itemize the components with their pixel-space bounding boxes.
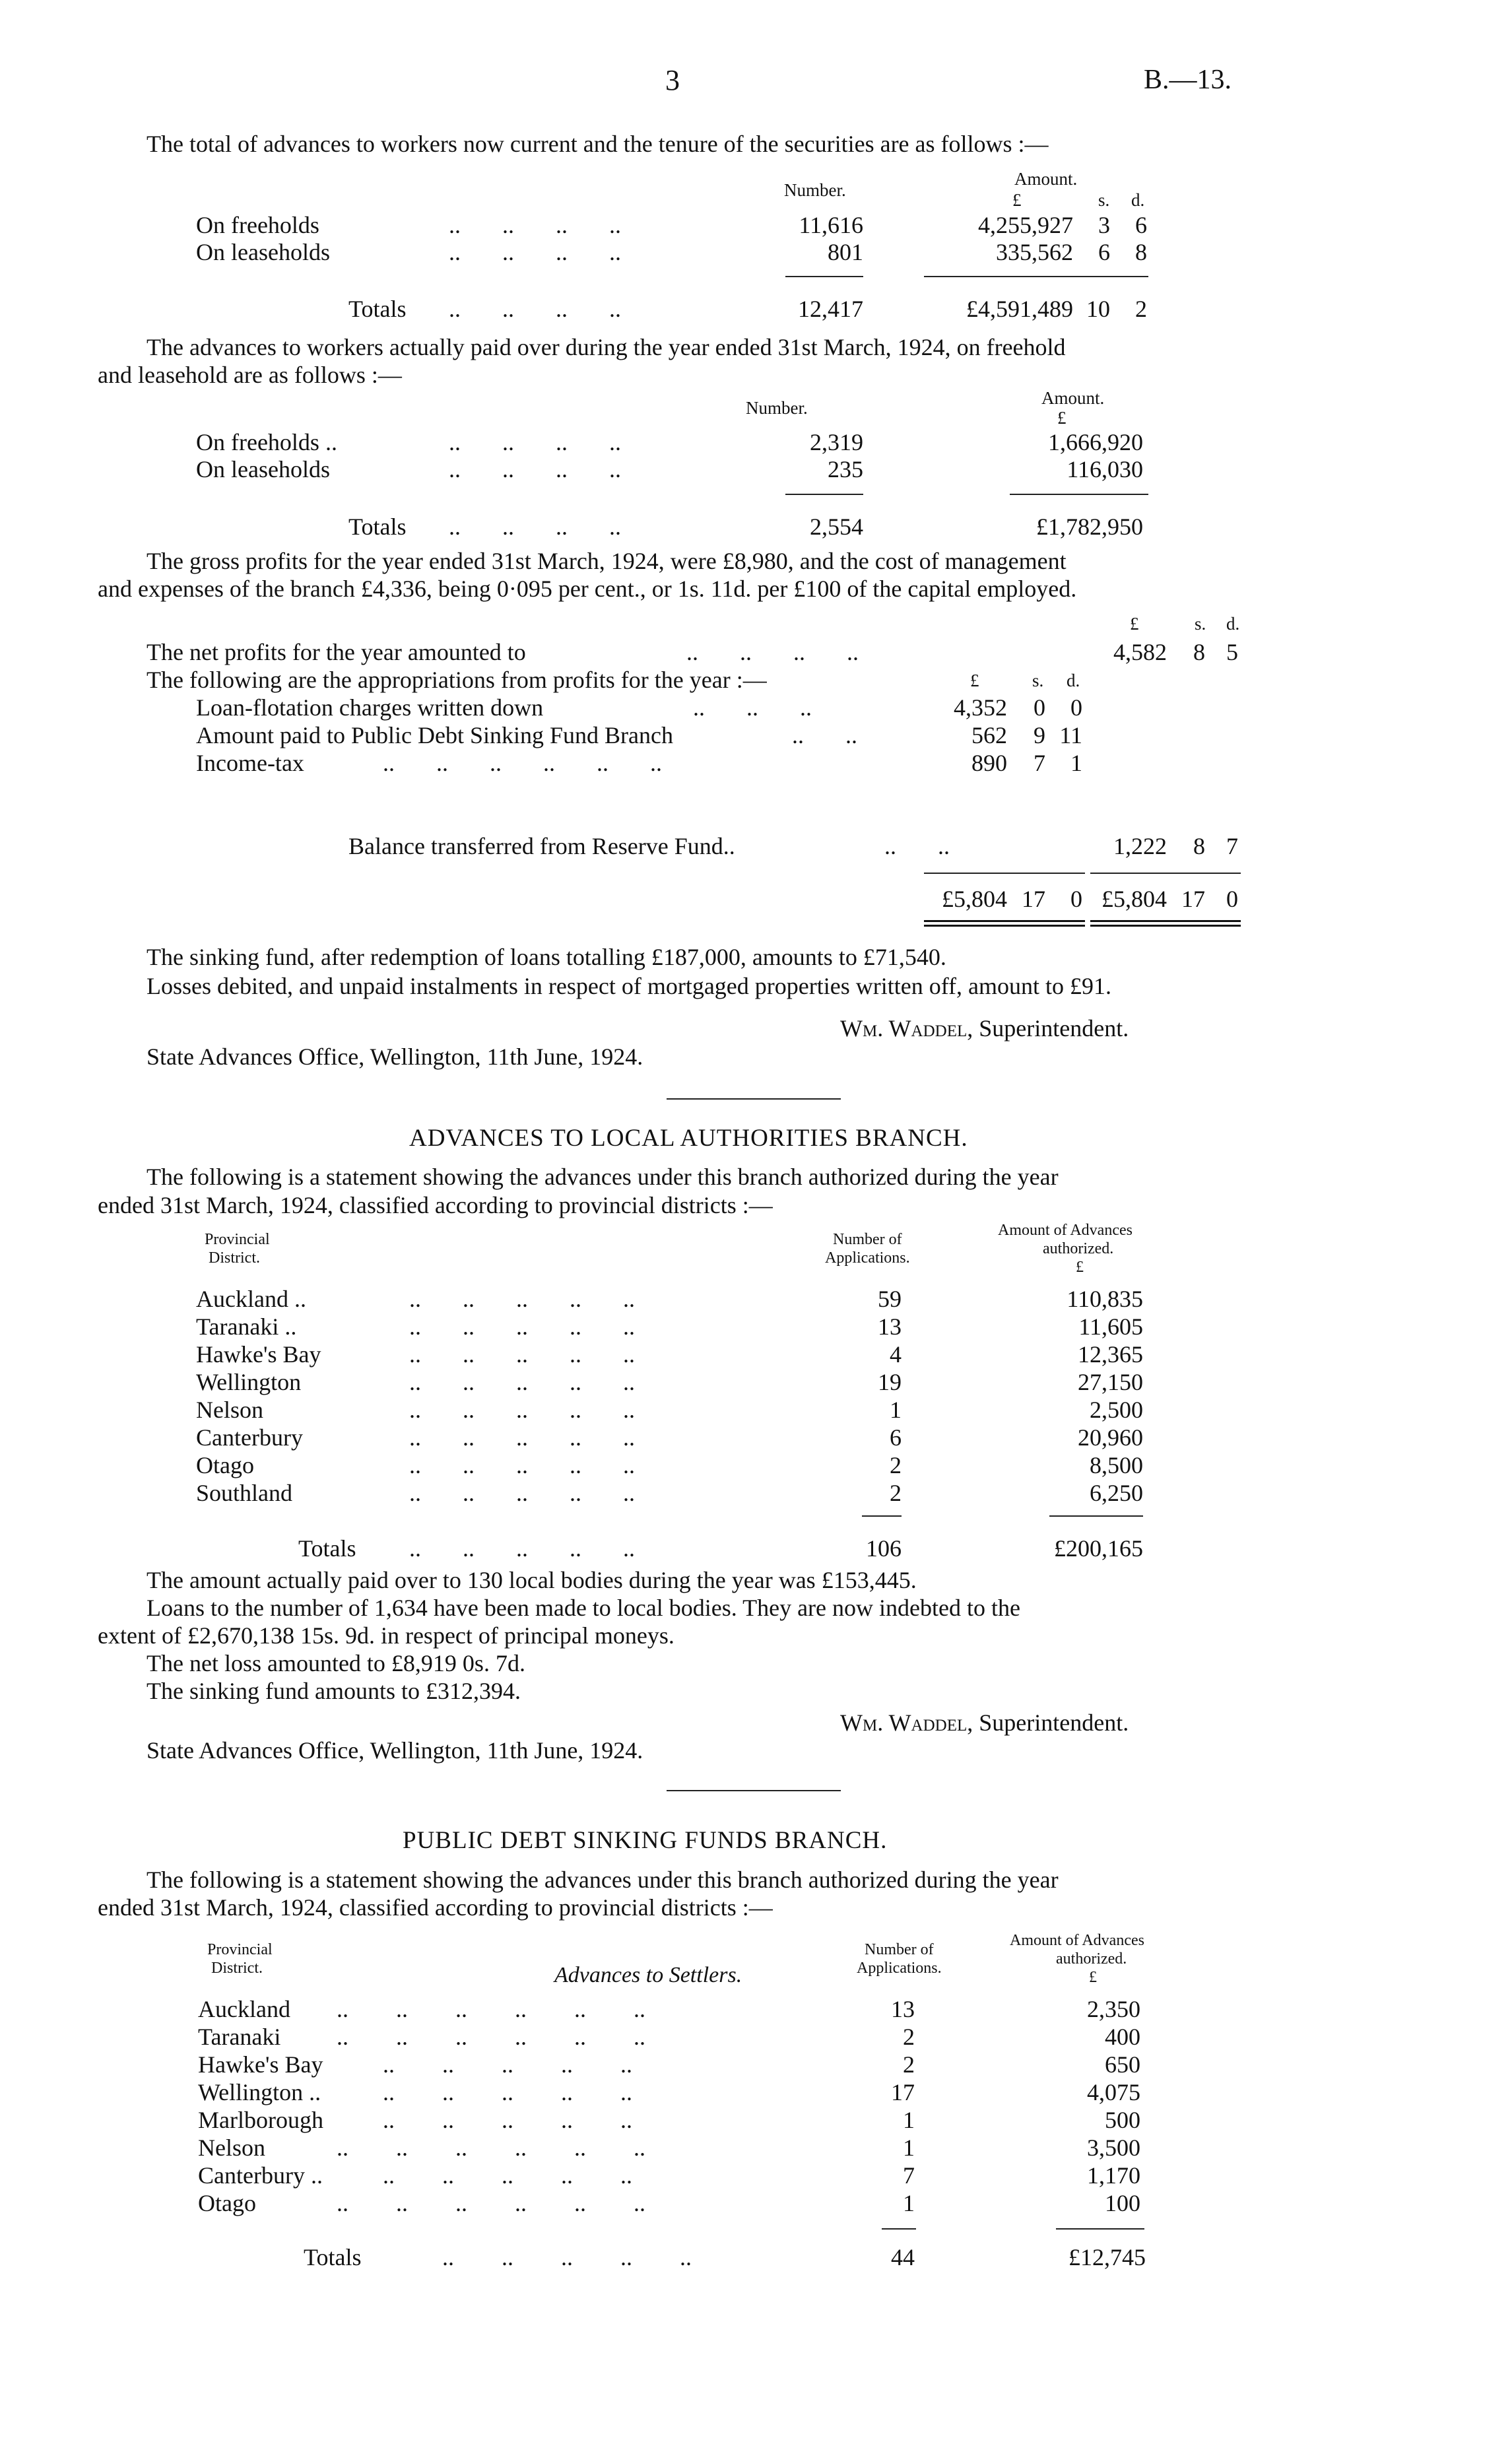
approp-item-label: Income-tax — [196, 750, 304, 776]
approp-item-pounds: 4,352 — [954, 694, 1007, 721]
sec3-col-shillings: s. — [1195, 614, 1206, 634]
leader-dots: .. .. .. .. — [449, 513, 621, 540]
divider — [1010, 494, 1148, 495]
amount-authorized: 12,365 — [1078, 1341, 1143, 1368]
approp-col-pound: £ — [970, 671, 979, 690]
net-profit-pence: 5 — [1226, 639, 1238, 665]
page-number: 3 — [665, 64, 680, 96]
approp-item-pounds: 562 — [971, 722, 1007, 748]
amount-authorized: 1,170 — [1087, 2162, 1140, 2189]
leader-dots: .. .. .. .. .. — [383, 2107, 632, 2133]
amount-authorized: 3,500 — [1087, 2134, 1140, 2161]
approp-item-pence: 0 — [1070, 694, 1082, 721]
applications-count: 2 — [890, 1480, 902, 1506]
district-name: Canterbury — [196, 1424, 303, 1451]
leader-dots: .. .. .. .. .. — [383, 2079, 632, 2105]
leader-dots: .. .. .. .. — [449, 429, 621, 455]
applications-count: 1 — [903, 2134, 915, 2161]
balance-pence: 7 — [1226, 833, 1238, 859]
approp-item-label: Loan-flotation charges written down — [196, 694, 544, 721]
leader-dots: .. .. .. .. — [449, 212, 621, 238]
district-name: Taranaki — [198, 2024, 281, 2050]
amount-authorized: 400 — [1105, 2024, 1140, 2050]
office-line: State Advances Office, Wellington, 11th June, 1924. — [147, 1737, 643, 1764]
divider — [1049, 1515, 1143, 1517]
signature — [840, 1711, 1129, 1735]
col-applications: Applications. — [825, 1249, 910, 1267]
row-pence: 6 — [1135, 212, 1147, 238]
row-amount: 116,030 — [1067, 456, 1143, 482]
sec5-intro-line2: ended 31st March, 1924, classified according to provincial districts :— — [98, 1894, 773, 1921]
leader-dots: .. .. .. .. .. — [442, 2244, 692, 2270]
row-number: 235 — [828, 456, 863, 482]
leader-dots: .. .. .. .. .. — [409, 1369, 635, 1395]
total-right-shillings: 17 — [1181, 886, 1205, 912]
applications-count: 59 — [878, 1286, 902, 1312]
amount-authorized: 6,250 — [1090, 1480, 1143, 1506]
row-shillings: 6 — [1098, 239, 1110, 265]
leader-dots: .. .. .. .. .. .. — [337, 2024, 645, 2050]
row-pounds: 4,255,927 — [978, 212, 1073, 238]
amount-authorized: 20,960 — [1078, 1424, 1143, 1451]
total-left-shillings: 17 — [1022, 886, 1045, 912]
applications-count: 13 — [891, 1996, 915, 2022]
totals-number: 12,417 — [798, 296, 863, 322]
total-left-pence: 0 — [1070, 886, 1082, 912]
signature-name: Wm. Waddel — [840, 1015, 968, 1042]
sec4-intro-line1: The following is a statement showing the advances under this branch authorized during the year — [147, 1164, 1059, 1190]
signature — [840, 1016, 1129, 1040]
sec2-col-number: Number. — [746, 398, 808, 418]
net-profit-pounds: 4,582 — [1113, 639, 1167, 665]
col-amount: £ — [1089, 1969, 1097, 1986]
applications-count: 7 — [903, 2162, 915, 2189]
sec2-col-pound: £ — [1057, 408, 1067, 428]
divider — [882, 2228, 916, 2230]
col-district: Provincial — [207, 1941, 273, 1958]
double-rule — [924, 920, 1085, 922]
amount-authorized: 8,500 — [1090, 1452, 1143, 1478]
district-name: Hawke's Bay — [196, 1341, 321, 1368]
col-applications: Number of — [833, 1231, 902, 1248]
approp-col-shillings: s. — [1032, 671, 1044, 690]
amount-authorized: 650 — [1105, 2051, 1140, 2078]
applications-count: 1 — [903, 2190, 915, 2216]
sec4-para2-line2: extent of £2,670,138 15s. 9d. in respect of principal moneys. — [98, 1622, 674, 1649]
leader-dots: .. .. .. .. — [449, 296, 621, 322]
totals-label: Totals — [348, 296, 407, 322]
sec1-intro: The total of advances to workers now current and the tenure of the securities are as follows :— — [147, 131, 1049, 157]
applications-count: 13 — [878, 1313, 902, 1340]
approp-item-pence: 11 — [1059, 722, 1082, 748]
totals-applications: 44 — [891, 2244, 915, 2270]
leader-dots: .. .. .. .. .. — [409, 1480, 635, 1506]
double-rule — [924, 925, 1085, 927]
leader-dots: .. .. .. .. .. — [409, 1313, 635, 1340]
row-number: 2,319 — [810, 429, 863, 455]
leader-dots: .. .. .. .. .. — [409, 1286, 635, 1312]
applications-count: 1 — [890, 1397, 902, 1423]
amount-authorized: 500 — [1105, 2107, 1140, 2133]
leader-dots: .. .. .. .. .. — [409, 1452, 635, 1478]
total-right-pounds: £5,804 — [1101, 886, 1167, 912]
section-divider — [667, 1098, 841, 1100]
applications-count: 2 — [903, 2024, 915, 2050]
leader-dots: .. .. .. .. — [449, 239, 621, 265]
row-label: On leaseholds — [196, 456, 330, 482]
sec3-para-line2: and expenses of the branch £4,336, being 0·095 per cent., or 1s. 11d. per £100 of the capital employed. — [98, 576, 1077, 602]
district-name: Canterbury .. — [198, 2162, 323, 2189]
district-name: Taranaki .. — [196, 1313, 297, 1340]
sec4-para4: The sinking fund amounts to £312,394. — [147, 1678, 521, 1704]
office-line: State Advances Office, Wellington, 11th June, 1924. — [147, 1043, 643, 1070]
applications-count: 2 — [903, 2051, 915, 2078]
amount-authorized: 27,150 — [1078, 1369, 1143, 1395]
leader-dots: .. .. .. .. .. .. — [337, 2134, 645, 2161]
row-label: On freeholds — [196, 212, 319, 238]
amount-authorized: 110,835 — [1067, 1286, 1143, 1312]
approp-item-shillings: 7 — [1034, 750, 1045, 776]
leader-dots: .. .. .. .. .. .. — [337, 1996, 645, 2022]
sec1-col-amount: Amount. — [1014, 169, 1078, 189]
col-applications: Applications. — [857, 1960, 942, 1977]
balance-pounds: 1,222 — [1113, 833, 1167, 859]
subheading-advances-to-settlers: Advances to Settlers. — [554, 1963, 742, 1987]
leader-dots: .. .. .. .. .. — [383, 2051, 632, 2078]
col-district: District. — [209, 1249, 260, 1267]
leader-dots: .. .. .. — [693, 694, 812, 721]
losses-text: Losses debited, and unpaid instalments in respect of mortgaged properties written off, amount to £91. — [147, 973, 1112, 999]
col-amount: Amount of Advances — [998, 1222, 1133, 1239]
amount-authorized: 11,605 — [1078, 1313, 1143, 1340]
sec4-para3: The net loss amounted to £8,919 0s. 7d. — [147, 1650, 525, 1676]
balance-label: Balance transferred from Reserve Fund.. — [348, 833, 735, 859]
col-applications: Number of — [865, 1941, 934, 1958]
divider — [924, 873, 1085, 874]
divider — [924, 276, 1148, 277]
leader-dots: .. .. .. .. .. — [409, 1424, 635, 1451]
signature-title: , Superintendent. — [967, 1015, 1129, 1042]
amount-authorized: 2,350 — [1087, 1996, 1140, 2022]
row-number: 11,616 — [799, 212, 863, 238]
totals-label: Totals — [298, 1535, 356, 1562]
totals-label: Totals — [304, 2244, 362, 2270]
row-label: On freeholds .. — [196, 429, 337, 455]
totals-pence: 2 — [1135, 296, 1147, 322]
district-name: Otago — [198, 2190, 256, 2216]
double-rule — [1090, 925, 1241, 927]
totals-amount: £12,745 — [1068, 2244, 1146, 2270]
leader-dots: .. .. .. .. .. — [409, 1397, 635, 1423]
sec1-col-shillings: s. — [1098, 190, 1110, 210]
section-heading: PUBLIC DEBT SINKING FUNDS BRANCH. — [403, 1827, 888, 1854]
approp-item-shillings: 0 — [1034, 694, 1045, 721]
approp-label: The following are the appropriations from profits for the year :— — [147, 667, 767, 693]
applications-count: 4 — [890, 1341, 902, 1368]
applications-count: 2 — [890, 1452, 902, 1478]
net-profit-shillings: 8 — [1193, 639, 1205, 665]
district-name: Auckland — [198, 1996, 290, 2022]
leader-dots: .. .. .. .. .. — [383, 2162, 632, 2189]
district-name: Hawke's Bay — [198, 2051, 323, 2078]
row-number: 801 — [828, 239, 863, 265]
col-amount: authorized. — [1056, 1950, 1127, 1968]
row-shillings: 3 — [1098, 212, 1110, 238]
district-name: Auckland .. — [196, 1286, 306, 1312]
sec2-intro-line2: and leasehold are as follows :— — [98, 362, 402, 388]
sec1-col-pound: £ — [1012, 190, 1022, 210]
totals-amount: £1,782,950 — [1036, 513, 1143, 540]
approp-item-pounds: 890 — [971, 750, 1007, 776]
district-name: Otago — [196, 1452, 254, 1478]
applications-count: 1 — [903, 2107, 915, 2133]
col-amount: Amount of Advances — [1010, 1932, 1144, 1949]
sec3-para-line1: The gross profits for the year ended 31st March, 1924, were £8,980, and the cost of management — [147, 548, 1067, 574]
district-name: Wellington .. — [198, 2079, 321, 2105]
leader-dots: .. .. .. .. — [449, 456, 621, 482]
divider — [785, 494, 863, 495]
sec3-col-pound: £ — [1130, 614, 1139, 634]
sec3-col-pence: d. — [1226, 614, 1240, 634]
sec4-para1: The amount actually paid over to 130 local bodies during the year was £153,445. — [147, 1567, 917, 1593]
col-amount: £ — [1076, 1259, 1084, 1276]
row-label: On leaseholds — [196, 239, 330, 265]
divider — [1056, 2228, 1144, 2230]
sec4-para2-line1: Loans to the number of 1,634 have been made to local bodies. They are now indebted to the — [147, 1595, 1020, 1621]
signature-name: Wm. Waddel — [840, 1709, 968, 1736]
approp-col-pence: d. — [1067, 671, 1080, 690]
totals-applications: 106 — [866, 1535, 902, 1562]
sec2-col-amount: Amount. — [1041, 388, 1105, 408]
amount-authorized: 2,500 — [1090, 1397, 1143, 1423]
leader-dots: .. .. .. .. .. — [409, 1341, 635, 1368]
sec4-intro-line2: ended 31st March, 1924, classified according to provincial districts :— — [98, 1192, 773, 1218]
leader-dots: .. .. .. .. .. .. — [383, 750, 662, 776]
district-name: Southland — [196, 1480, 293, 1506]
row-pence: 8 — [1135, 239, 1147, 265]
row-pounds: 335,562 — [996, 239, 1073, 265]
section-heading: ADVANCES TO LOCAL AUTHORITIES BRANCH. — [409, 1125, 968, 1152]
totals-label: Totals — [348, 513, 407, 540]
divider — [862, 1515, 902, 1517]
balance-shillings: 8 — [1193, 833, 1205, 859]
leader-dots: .. .. — [884, 833, 950, 859]
document-reference: B.—13. — [1144, 65, 1232, 95]
applications-count: 6 — [890, 1424, 902, 1451]
row-amount: 1,666,920 — [1048, 429, 1143, 455]
col-amount: authorized. — [1043, 1240, 1114, 1257]
divider — [1090, 873, 1241, 874]
approp-item-label: Amount paid to Public Debt Sinking Fund Branch — [196, 722, 673, 748]
divider — [785, 276, 863, 277]
totals-shillings: 10 — [1086, 296, 1110, 322]
totals-pounds: £4,591,489 — [966, 296, 1073, 322]
sec1-col-number: Number. — [784, 180, 846, 200]
section-divider — [667, 1790, 841, 1791]
district-name: Marlborough — [198, 2107, 323, 2133]
double-rule — [1090, 920, 1241, 922]
total-left-pounds: £5,804 — [942, 886, 1007, 912]
leader-dots: .. .. .. .. .. .. — [337, 2190, 645, 2216]
leader-dots: .. .. .. .. .. — [409, 1535, 635, 1562]
applications-count: 17 — [891, 2079, 915, 2105]
leader-dots: .. .. — [792, 722, 857, 748]
totals-number: 2,554 — [810, 513, 863, 540]
col-district: Provincial — [205, 1231, 270, 1248]
signature-title: , Superintendent. — [967, 1709, 1129, 1736]
district-name: Nelson — [198, 2134, 265, 2161]
sec5-intro-line1: The following is a statement showing the advances under this branch authorized during the year — [147, 1867, 1059, 1893]
col-district: District. — [211, 1960, 263, 1977]
district-name: Wellington — [196, 1369, 302, 1395]
sinking-fund-text: The sinking fund, after redemption of loans totalling £187,000, amounts to £71,540. — [147, 944, 946, 970]
approp-item-shillings: 9 — [1034, 722, 1045, 748]
net-profit-label: The net profits for the year amounted to — [147, 639, 526, 665]
amount-authorized: 4,075 — [1087, 2079, 1140, 2105]
amount-authorized: 100 — [1105, 2190, 1140, 2216]
totals-amount: £200,165 — [1054, 1535, 1143, 1562]
district-name: Nelson — [196, 1397, 263, 1423]
sec2-intro-line1: The advances to workers actually paid over during the year ended 31st March, 1924, on freehold — [147, 334, 1066, 360]
total-right-pence: 0 — [1226, 886, 1238, 912]
leader-dots: .. .. .. .. — [686, 639, 859, 665]
approp-item-pence: 1 — [1070, 750, 1082, 776]
applications-count: 19 — [878, 1369, 902, 1395]
sec1-col-pence: d. — [1131, 190, 1145, 210]
